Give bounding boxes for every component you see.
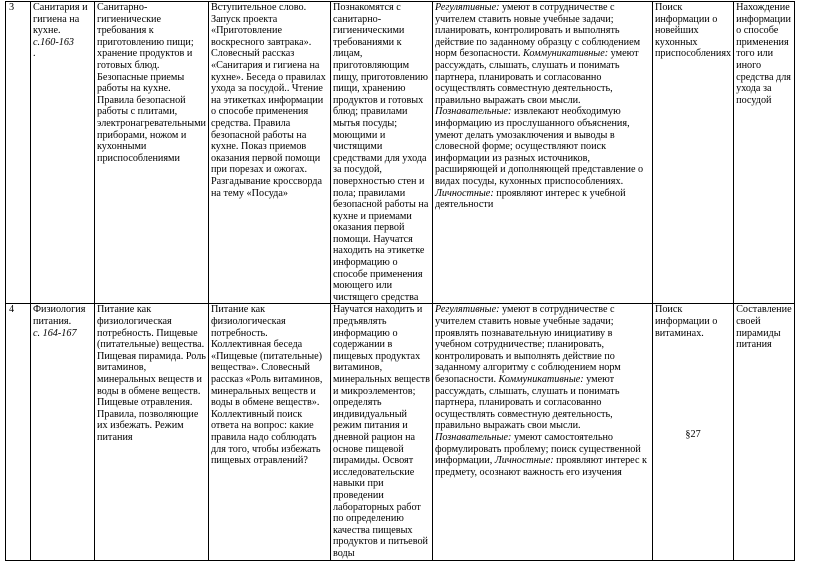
- lesson-content: Питание как физиологическая потребность. Пищевые (питательные) вещества. Пищевая пирамида. Роль витаминов, минеральных веществ и воды в обмене веществ. Пищевые отравления. Правила, позволяющие их избежать. Режим питания: [95, 304, 209, 560]
- topic-title: Санитария и гигиена на кухне.: [33, 2, 88, 37]
- uud-label: Коммуникативные:: [523, 48, 609, 60]
- table-row: [6, 2, 795, 304]
- paragraph-reference: §27: [685, 429, 701, 441]
- lesson-topic: [31, 2, 95, 304]
- homework: [652, 2, 733, 304]
- uud-label: Регулятивные:: [434, 304, 500, 316]
- uud-label: Коммуникативные:: [498, 374, 584, 385]
- lesson-content: Санитарно-гигиенические требования к приготовлению пищи; хранение продуктов и готовых блюд. Безопасные приемы работы на кухне. Правила безопасной работы с плитами, электронагревательными приборами, ножом и кухонными приспособлениями: [95, 2, 209, 304]
- homework-text: Поиск информации о витаминах.: [654, 304, 718, 339]
- topic-pages: с.160-163: [33, 36, 75, 48]
- extra-activity: Нахождение информации о способе применения того или иного средства для ухода за посудой: [734, 2, 794, 304]
- homework: [652, 304, 733, 560]
- uud-label: Познавательные:: [434, 431, 512, 443]
- table-row: [6, 304, 795, 560]
- uud-text: извлекают необходимую информацию из прослушанного объяснения, умеют делать умозаключения и выводы в словесной форме; осуществляют поиск информации из разных источников, расширяющей и дополняющей представление о видах посуды, кухонных приспособлениях.: [434, 106, 644, 187]
- lesson-plan-table: [5, 1, 795, 561]
- uud-text: умеют рассуждать, слышать, слушать и понимать партнера, планировать и согласованно осуществлять совместную деятельность, правильно выражать свои мысли.: [434, 374, 620, 432]
- lesson-number: 3: [6, 2, 31, 304]
- uud-label: Регулятивные:: [434, 2, 500, 13]
- topic-pages: с. 164-167: [33, 327, 77, 339]
- lesson-activities: Питание как физиологическая потребность. Коллективная беседа «Пищевые (питательные) вещества». Словесный рассказ «Роль витаминов, минеральных веществ и воды в обмене веществ». Коллективный поиск ответа на вопрос: какие правила надо соблюдать для того, чтобы избежать пищевых отравлений?: [208, 304, 330, 560]
- uud-label: Личностные:: [434, 187, 494, 199]
- uud-text: проявляют интерес к учебной деятельности: [434, 187, 626, 211]
- uud-text: проявляют интерес к предмету, осознают важность его изучения: [434, 455, 647, 478]
- homework-text: Поиск информации о новейших кухонных приспособлениях: [654, 2, 732, 60]
- uud-text: умеют в сотрудничестве с учителем ставить новые учебные задачи; планировать, контролировать и выполнять действие по заданному образцу с соблюдением норм безопасности.: [434, 2, 641, 60]
- topic-title: Физиология питания.: [33, 304, 86, 328]
- extra-activity: Составление своей пирамиды питания: [734, 304, 794, 560]
- lesson-number: 4: [6, 304, 31, 560]
- uud-label: Личностные:: [494, 455, 554, 467]
- uud-text: умеют рассуждать, слышать, слушать и понимать партнера, планировать и согласованно осуществлять совместную деятельность, правильно выражать свои мысли.: [434, 48, 639, 106]
- uud-text: умеют самостоятельно формулировать проблему; поиск существенной информации,: [434, 431, 641, 467]
- lesson-activities: Вступительное слово. Запуск проекта «Приготовление воскресного завтрака». Словесный рассказ «Санитария и гигиена на кухне». Беседа о правилах ухода за посудой.. Чтение на этикетках информации о способе применения средства. Правила безопасной работы на кухне. Показ приемов оказания первой помощи при порезах и ожогах. Разгадывание кроссворда на тему «Посуда»: [208, 2, 330, 304]
- uud-text: умеют в сотрудничестве с учителем ставить новые учебные задачи; проявлять познавательную инициативу в учебном сотрудничестве; планировать, контролировать и выполнять действие по заданному алгоритму с соблюдением норм безопасности.: [434, 304, 621, 385]
- lesson-topic: [31, 304, 95, 560]
- uud-label: Познавательные:: [434, 106, 512, 118]
- uud-results: [432, 304, 652, 560]
- uud-results: [432, 2, 652, 304]
- subject-results: Познакомятся с санитарно-гигиеническими требованиями к лицам, приготовляющим пищу, приготовлению пищи, хранению продуктов и готовых блюд; правилами мытья посуды; моющими и чистящими средствами для ухода за посудой, поверхностью стен и пола; правилами безопасной работы на кухне и приемами оказания первой помощи. Научатся находить на этикетке информацию о способе применения моющего или чистящего средства: [330, 2, 432, 304]
- topic-tail: .: [33, 48, 36, 60]
- subject-results: Научатся находить и предъявлять информацию о содержании в пищевых продуктах витаминов, минеральных веществ и микроэлементов; определять индивидуальный режим питания и дневной рацион на основе пищевой пирамиды. Освоят исследовательские навыки при проведении лабораторных работ по определению качества пищевых продуктов и питьевой воды: [330, 304, 432, 560]
